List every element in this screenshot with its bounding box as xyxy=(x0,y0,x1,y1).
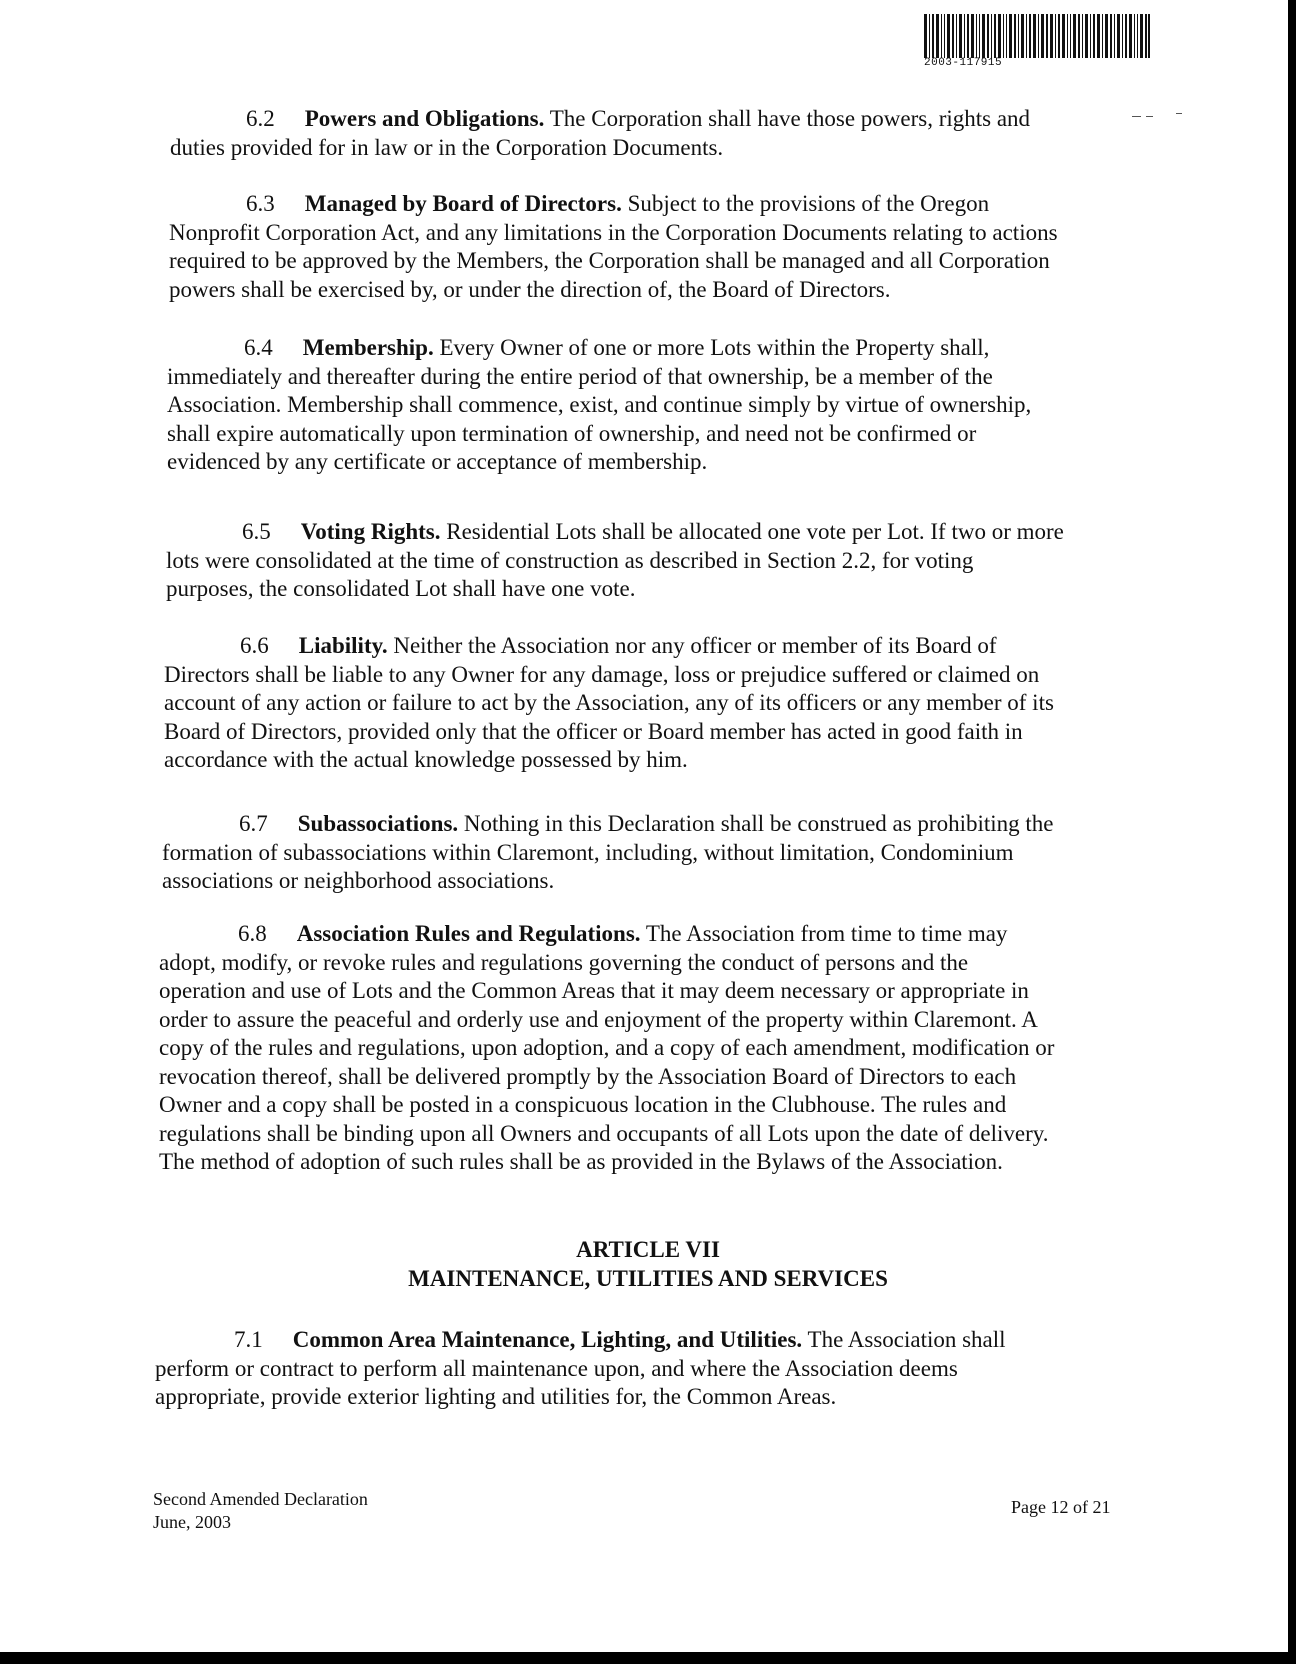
section-text-line: Nonprofit Corporation Act, and any limitations in the Corporation Documents relating to actions xyxy=(169,219,1058,245)
article-title xyxy=(0,1236,1288,1293)
section-number: 7.1 xyxy=(234,1327,263,1352)
section-heading: Powers and Obligations. xyxy=(304,106,545,131)
section-heading: Common Area Maintenance, Lighting, and Utilities. xyxy=(292,1327,803,1352)
section-text-line: The method of adoption of such rules shall be as provided in the Bylaws of the Association. xyxy=(159,1149,1003,1174)
barcode-number: 2003-117915 xyxy=(924,57,1003,69)
section-text-line: immediately and thereafter during the entire period of that ownership, be a member of the xyxy=(167,363,993,389)
section-text-line: associations or neighborhood associations. xyxy=(162,868,555,893)
section-number: 6.6 xyxy=(240,633,269,658)
section-text-line: Directors shall be liable to any Owner for any damage, loss or prejudice suffered or claimed on xyxy=(164,661,1040,687)
section-text-line: The Association shall xyxy=(807,1327,1006,1352)
scan-mark xyxy=(1176,113,1182,114)
section-text-line: Association. Membership shall commence, exist, and continue simply by virtue of ownership, xyxy=(167,392,1032,417)
section-6-8 xyxy=(0,920,1150,1177)
section-7-1 xyxy=(0,1326,1150,1412)
section-text-line: formation of subassociations within Claremont, including, without limitation, Condominium xyxy=(162,839,1014,865)
section-text-line: The Association from time to time may xyxy=(645,921,1008,946)
section-text-line: shall expire automatically upon termination of ownership, and need not be confirmed or xyxy=(167,420,977,446)
section-heading: Liability. xyxy=(298,633,388,658)
section-text-line: adopt, modify, or revoke rules and regulations governing the conduct of persons and the xyxy=(159,949,969,975)
section-text-line: operation and use of Lots and the Common Areas that it may deem necessary or appropriate in xyxy=(159,978,1029,1003)
article-subtitle: MAINTENANCE, UTILITIES AND SERVICES xyxy=(408,1265,888,1291)
section-6-3 xyxy=(0,190,1150,304)
section-text-line: The Corporation shall have those powers, rights and xyxy=(549,106,1031,131)
section-text-line: required to be approved by the Members, the Corporation shall be managed and all Corporation xyxy=(169,248,1050,273)
page-number: Page 12 of 21 xyxy=(1011,1497,1111,1517)
section-6-4 xyxy=(0,334,1150,477)
footer-doc-title: Second Amended Declaration xyxy=(153,1489,368,1509)
section-number: 6.7 xyxy=(239,811,268,836)
article-number: ARTICLE VII xyxy=(576,1237,720,1262)
section-text-line: appropriate, provide exterior lighting and utilities for, the Common Areas. xyxy=(155,1384,837,1409)
section-text-line: copy of the rules and regulations, upon adoption, and a copy of each amendment, modification or xyxy=(159,1035,1055,1060)
section-text-line: account of any action or failure to act by the Association, any of its officers or any member of its xyxy=(164,690,1054,715)
section-text-line: powers shall be exercised by, or under the direction of, the Board of Directors. xyxy=(169,276,891,302)
section-6-7 xyxy=(0,810,1150,896)
section-number: 6.2 xyxy=(246,106,275,131)
section-heading: Membership. xyxy=(302,335,434,360)
section-number: 6.5 xyxy=(242,519,271,544)
section-text-line: Every Owner of one or more Lots within the Property shall, xyxy=(439,335,990,360)
section-6-6 xyxy=(0,632,1150,775)
section-number: 6.3 xyxy=(246,191,275,216)
section-text-line: duties provided for in law or in the Corporation Documents. xyxy=(170,134,724,160)
footer-left xyxy=(153,1488,368,1534)
section-text-line: accordance with the actual knowledge possessed by him. xyxy=(164,747,688,772)
section-text-line: Nothing in this Declaration shall be construed as prohibiting the xyxy=(463,811,1054,836)
section-number: 6.4 xyxy=(244,335,273,360)
section-text-line: Neither the Association nor any officer or member of its Board of xyxy=(393,633,997,658)
section-text-line: purposes, the consolidated Lot shall have one vote. xyxy=(166,576,636,601)
section-heading: Subassociations. xyxy=(297,811,459,836)
section-heading: Voting Rights. xyxy=(300,519,441,544)
section-6-2 xyxy=(0,105,1150,162)
section-text-line: lots were consolidated at the time of construction as described in Section 2.2, for voting xyxy=(166,547,974,573)
section-text-line: Board of Directors, provided only that the officer or Board member has acted in good faith in xyxy=(164,718,1023,744)
barcode-image xyxy=(924,14,1150,58)
section-text-line: order to assure the peaceful and orderly use and enjoyment of the property within Claremont. A xyxy=(159,1006,1038,1032)
section-heading: Association Rules and Regulations. xyxy=(296,921,641,946)
section-heading: Managed by Board of Directors. xyxy=(304,191,622,216)
footer-date: June, 2003 xyxy=(153,1512,231,1532)
section-text-line: evidenced by any certificate or acceptance of membership. xyxy=(167,449,708,474)
section-text-line: perform or contract to perform all maintenance upon, and where the Association deems xyxy=(155,1355,958,1381)
section-text-line: regulations shall be binding upon all Owners and occupants of all Lots upon the date of delivery. xyxy=(159,1120,1049,1146)
section-text-line: Subject to the provisions of the Oregon xyxy=(627,191,990,216)
section-text-line: revocation thereof, shall be delivered promptly by the Association Board of Directors to each xyxy=(159,1063,1017,1089)
section-number: 6.8 xyxy=(238,921,267,946)
section-text-line: Residential Lots shall be allocated one vote per Lot. If two or more xyxy=(446,519,1064,544)
section-6-5 xyxy=(0,518,1150,604)
section-text-line: Owner and a copy shall be posted in a conspicuous location in the Clubhouse. The rules and xyxy=(159,1092,1007,1117)
